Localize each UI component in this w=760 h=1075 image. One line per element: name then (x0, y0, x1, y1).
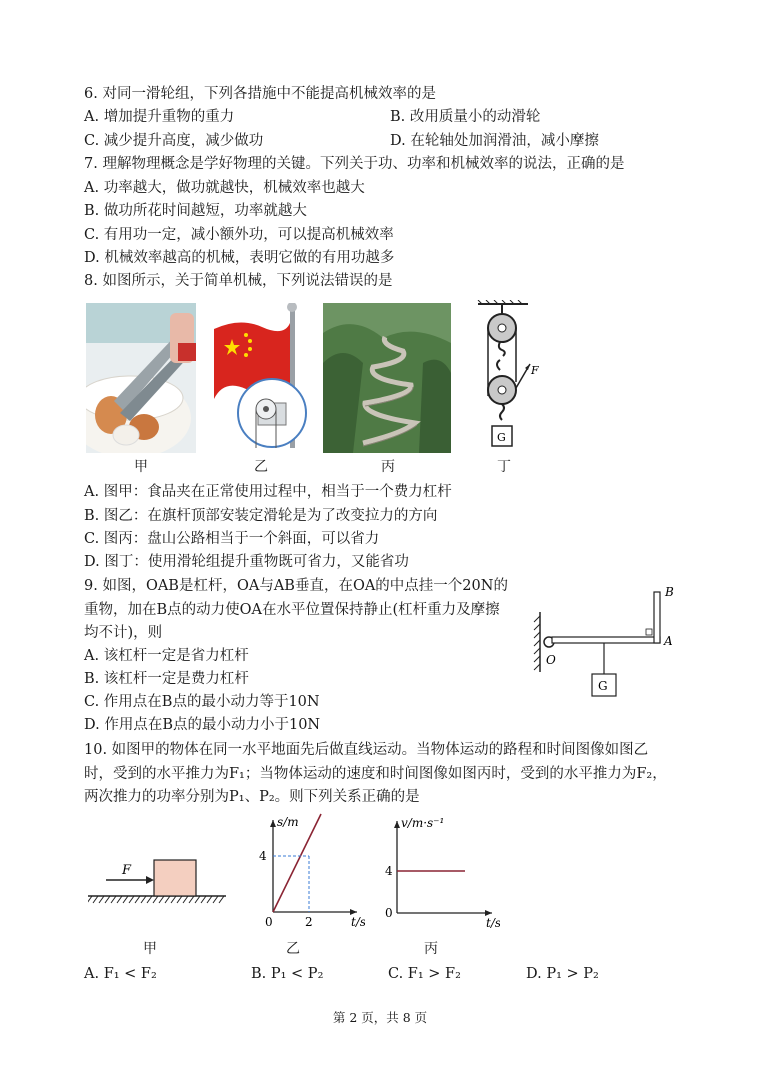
vt-y-arrow (394, 821, 400, 828)
lever-point-o: O (546, 653, 556, 667)
lever-diagram (532, 582, 682, 702)
q6-option-d: D. 在轮轴处加润滑油，减小摩擦 (390, 133, 599, 149)
q10-caption-jia: 甲 (143, 941, 157, 957)
vt-y-label: v/m·s⁻¹ (401, 816, 445, 830)
q7-option-a: A. 功率越大，做功就越快，机械效率也越大 (84, 180, 365, 196)
q7-option-d: D. 机械效率越高的机械，表明它做的有用功越多 (84, 250, 395, 266)
distance-time-chart (255, 812, 365, 932)
lever-point-a: A (664, 634, 673, 648)
q10-option-c: C. F₁ > F₂ (388, 966, 461, 982)
lever-weight-label: G (598, 679, 608, 693)
block-force-label: F (122, 863, 132, 878)
q8-option-a: A. 图甲：食品夹在正常使用过程中，相当于一个费力杠杆 (84, 484, 452, 500)
q10-line2: 时，受到的水平推力为F₁；当物体运动的速度和时间图像如图丙时，受到的水平推力为F₂， (84, 766, 667, 782)
q8-stem: 8. 如图所示，关于简单机械，下列说法错误的是 (84, 273, 393, 289)
flag-pulley-image (210, 303, 310, 453)
q9-option-a: A. 该杠杆一定是省力杠杆 (84, 648, 249, 664)
q8-option-c: C. 图丙：盘山公路相当于一个斜面，可以省力 (84, 531, 380, 547)
pulley-force-label: F (531, 364, 539, 377)
q6-option-b: B. 改用质量小的动滑轮 (390, 109, 541, 125)
q9-option-c: C. 作用点在B点的最小动力等于10N (84, 694, 320, 710)
q8-option-b: B. 图乙：在旗杆顶部安装定滑轮是为了改变拉力的方向 (84, 508, 438, 524)
pulley-weight-label: G (497, 431, 506, 444)
q9-line3: 均不计)，则 (84, 625, 163, 641)
pulley-system-diagram (470, 300, 550, 455)
st-ytick-4: 4 (259, 849, 267, 863)
q8-caption-yi: 乙 (254, 459, 268, 475)
q10-caption-yi: 乙 (286, 941, 300, 957)
q8-caption-jia: 甲 (134, 459, 148, 475)
st-xtick-2: 2 (305, 915, 313, 929)
q9-option-b: B. 该杠杆一定是费力杠杆 (84, 671, 249, 687)
food-tongs-image (86, 303, 196, 453)
lever-point-b: B (665, 585, 674, 599)
q10-option-d: D. P₁ > P₂ (526, 966, 599, 982)
q6-option-a: A. 增加提升重物的重力 (84, 109, 235, 125)
q9-option-d: D. 作用点在B点的最小动力小于10N (84, 717, 321, 733)
q7-option-c: C. 有用功一定，减小额外功，可以提高机械效率 (84, 227, 394, 243)
q8-option-d: D. 图丁：使用滑轮组提升重物既可省力，又能省功 (84, 554, 409, 570)
velocity-time-chart (375, 815, 500, 935)
vt-xtick-0: 0 (385, 906, 393, 920)
st-x-label: t/s (351, 915, 365, 929)
st-y-arrow (270, 820, 276, 827)
q10-line3: 两次推力的功率分别为P₁、P₂。则下列关系正确的是 (84, 789, 420, 805)
block-on-floor-diagram (88, 850, 228, 910)
q8-caption-bing: 丙 (381, 459, 395, 475)
q10-option-a: A. F₁ < F₂ (84, 966, 157, 982)
q6-option-c: C. 减少提升高度，减少做功 (84, 133, 264, 149)
q7-option-b: B. 做功所花时间越短，功率就越大 (84, 203, 307, 219)
q9-line1: 9. 如图，OAB是杠杆，OA与AB垂直，在OA的中点挂一个20N的 (84, 578, 508, 594)
st-xtick-0: 0 (265, 915, 273, 929)
st-y-label: s/m (277, 815, 299, 829)
q10-caption-bing: 丙 (424, 941, 438, 957)
q10-option-b: B. P₁ < P₂ (251, 966, 324, 982)
q6-stem: 6. 对同一滑轮组，下列各措施中不能提高机械效率的是 (84, 86, 436, 102)
page-footer: 第 2 页，共 8 页 (332, 1010, 428, 1025)
q8-caption-ding: 丁 (497, 459, 511, 475)
vt-ytick-4: 4 (385, 864, 393, 878)
q9-line2: 重物，加在B点的动力使OA在水平位置保持静止(杠杆重力及摩擦 (84, 602, 500, 618)
q7-stem: 7. 理解物理概念是学好物理的关键。下列关于功、功率和机械效率的说法，正确的是 (84, 156, 625, 172)
vt-x-label: t/s (486, 916, 500, 930)
mountain-road-image (323, 303, 451, 453)
q10-line1: 10. 如图甲的物体在同一水平地面先后做直线运动。当物体运动的路程和时间图像如图乙 (84, 742, 649, 758)
